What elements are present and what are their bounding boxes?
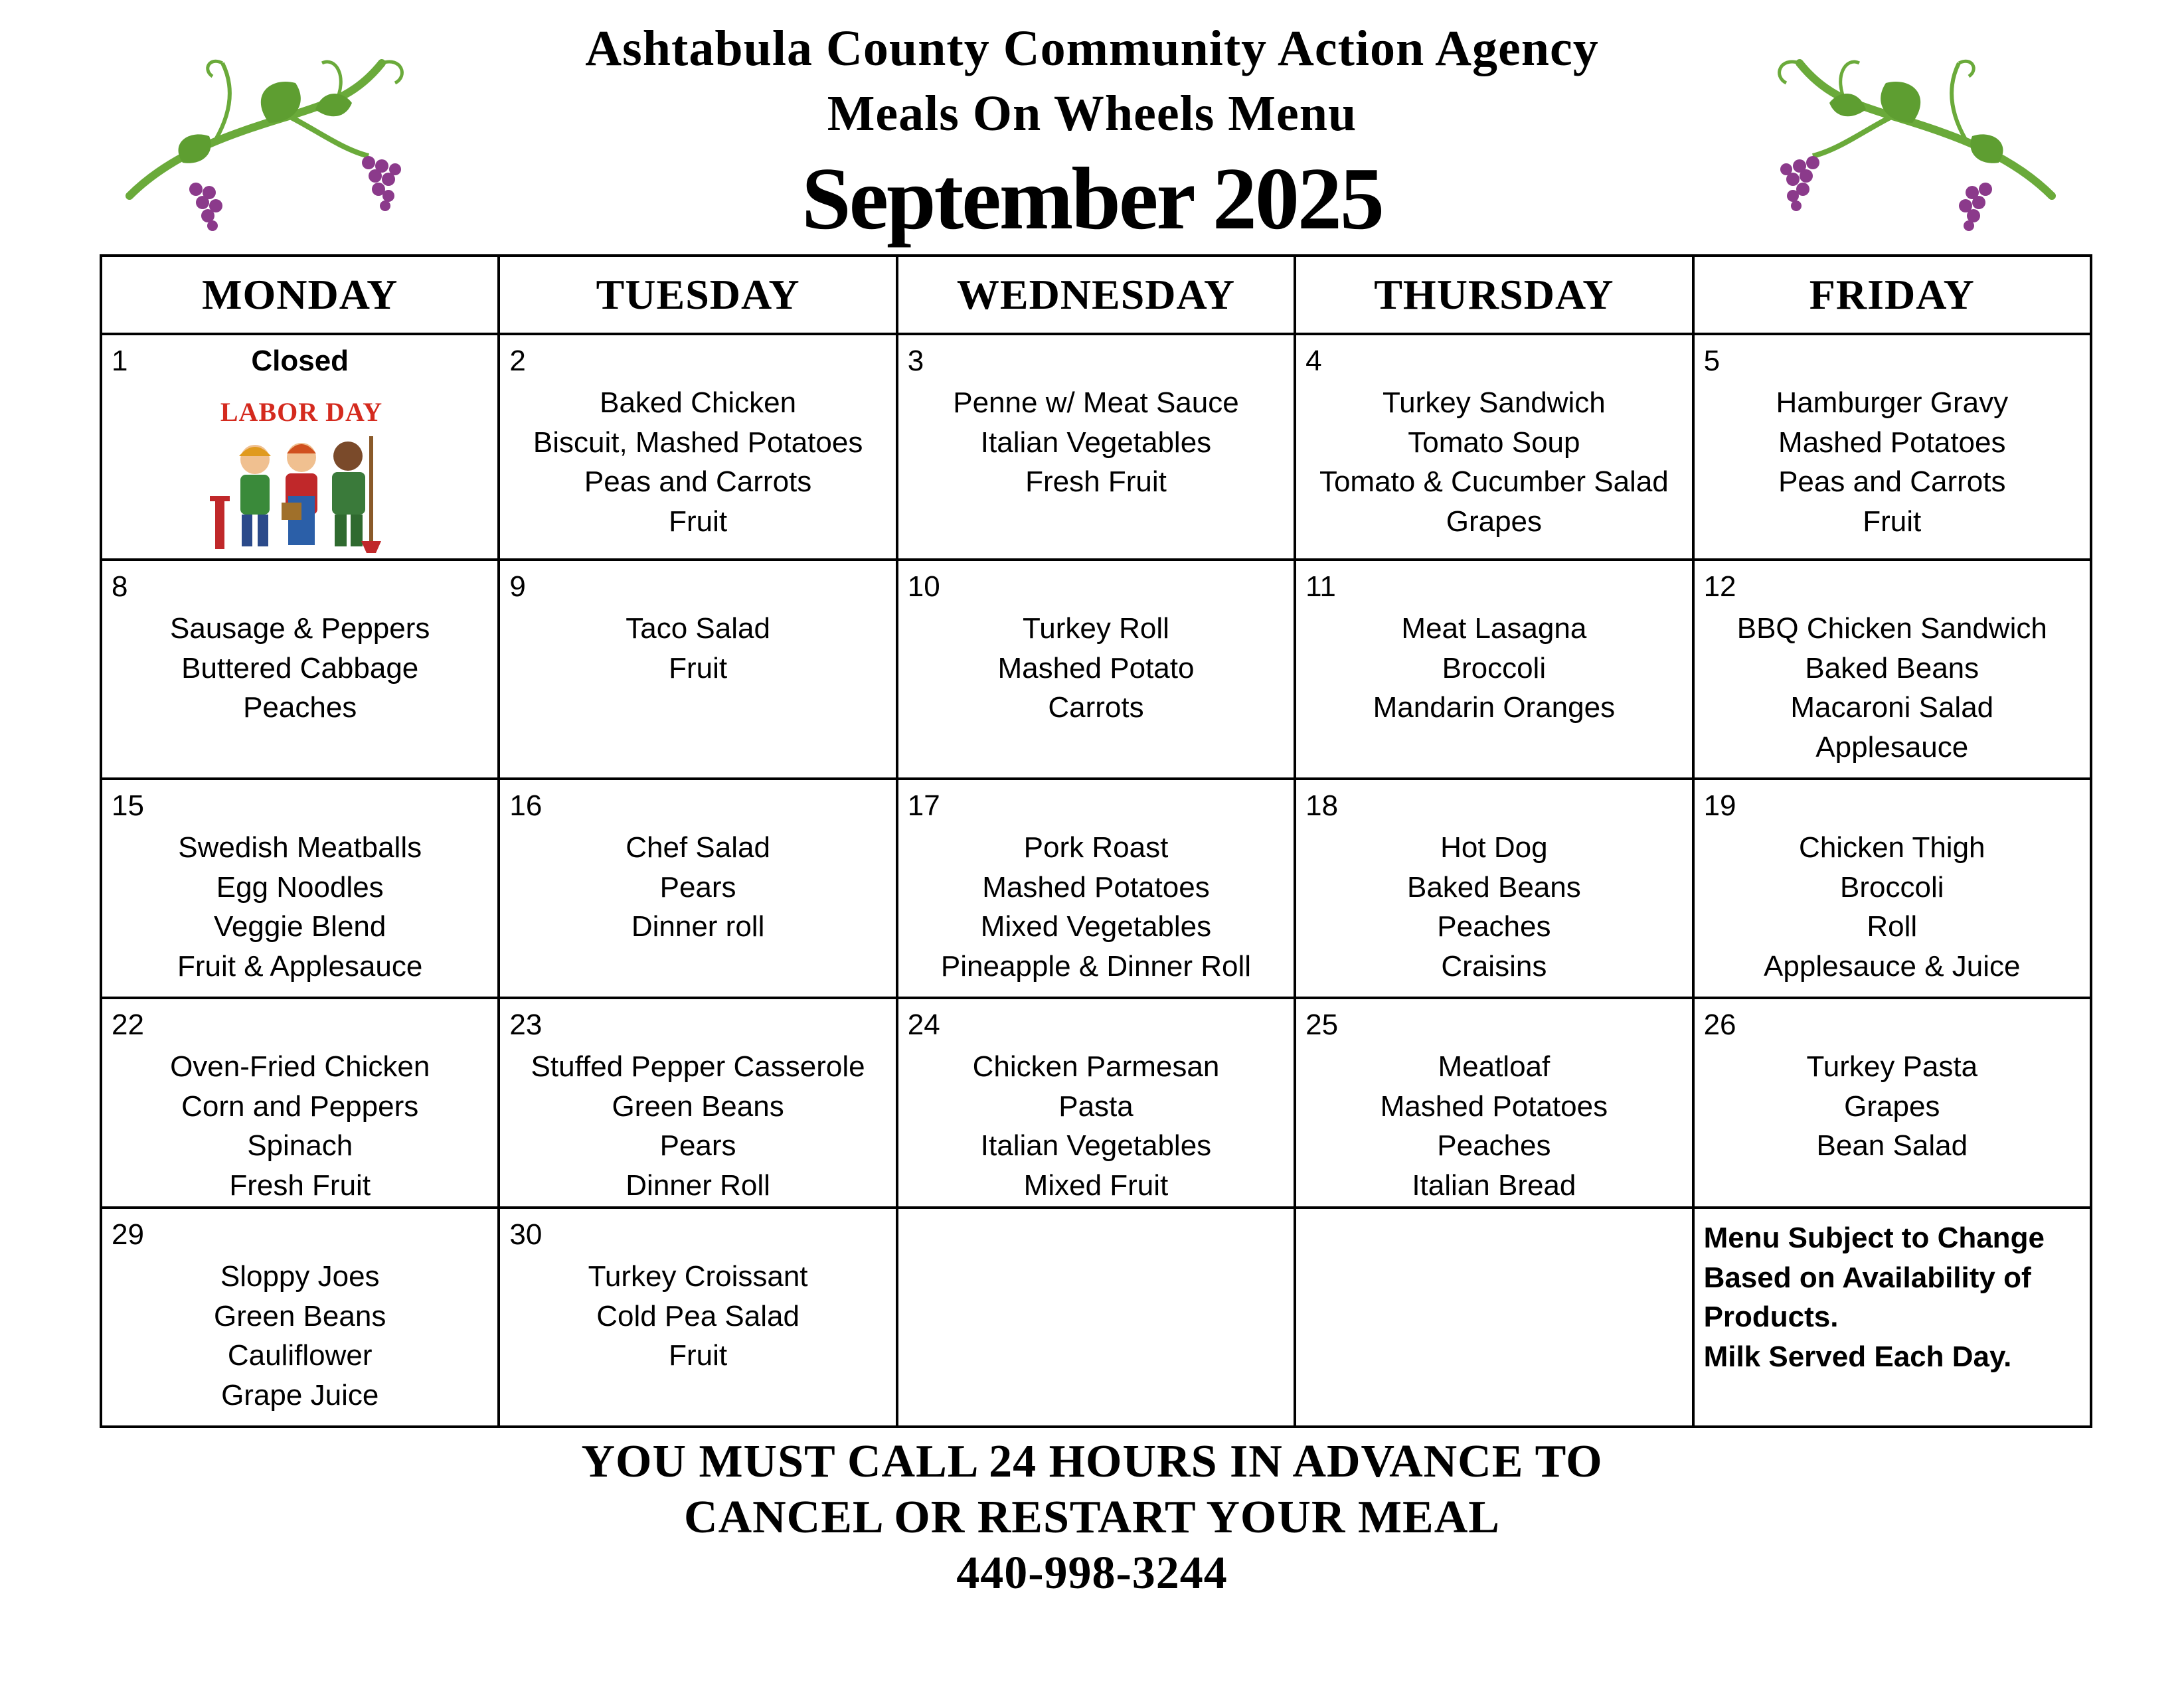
menu-item: Roll <box>1867 910 1918 943</box>
menu-items <box>102 780 497 986</box>
day-number: 22 <box>112 1008 144 1041</box>
day-cell <box>1295 998 1693 1208</box>
menu-item: Fruit <box>669 651 728 685</box>
empty-day-cell <box>1295 1208 1693 1427</box>
menu-items <box>102 561 497 728</box>
footer-notice-line1: YOU MUST CALL 24 HOURS IN ADVANCE TO <box>581 1436 1603 1487</box>
menu-item: Corn and Peppers <box>181 1089 419 1123</box>
menu-item: Biscuit, Mashed Potatoes <box>533 426 863 459</box>
footer-phone: 440-998-3244 <box>956 1548 1228 1599</box>
menu-item: Green Beans <box>612 1089 784 1123</box>
menu-item: Turkey Croissant <box>588 1260 808 1293</box>
menu-item: Turkey Pasta <box>1806 1050 1978 1083</box>
weekday-monday: MONDAY <box>101 256 499 334</box>
day-number: 9 <box>509 570 526 603</box>
labor-day-title: LABOR DAY <box>220 397 383 427</box>
day-number: 26 <box>1703 1008 1736 1041</box>
menu-item: Chicken Thigh <box>1799 831 1985 864</box>
menu-item: Peaches <box>1437 1129 1551 1162</box>
menu-item: Pork Roast <box>1023 831 1169 864</box>
empty-day-cell <box>897 1208 1295 1427</box>
menu-item: Mashed Potatoes <box>1778 426 2006 459</box>
menu-item: Broccoli <box>1442 651 1547 685</box>
menu-item: Pineapple & Dinner Roll <box>940 949 1252 983</box>
menu-items <box>898 999 1294 1205</box>
weekday-wednesday: WEDNESDAY <box>897 256 1295 334</box>
menu-item: Pears <box>659 870 736 904</box>
menu-item: Bean Salad <box>1816 1129 1968 1162</box>
menu-item: Tomato & Cucumber Salad <box>1319 465 1669 498</box>
day-cell <box>1693 779 2091 998</box>
day-cell <box>1693 560 2091 779</box>
page-header <box>0 0 2184 252</box>
menu-items <box>500 999 895 1205</box>
menu-items <box>898 780 1294 986</box>
menu-item: Green Beans <box>214 1299 386 1332</box>
menu-item: Peas and Carrots <box>1778 465 2006 498</box>
day-number: 25 <box>1305 1008 1339 1041</box>
menu-item: Dinner roll <box>631 910 765 943</box>
note-line: Menu Subject to Change <box>1703 1222 2045 1254</box>
day-number: 18 <box>1305 789 1339 822</box>
workers-icon <box>202 396 401 556</box>
menu-item: Broccoli <box>1840 870 1944 904</box>
day-number: 29 <box>112 1218 144 1251</box>
menu-item: Meat Lasagna <box>1401 612 1587 645</box>
day-cell <box>1295 779 1693 998</box>
menu-item: Cauliflower <box>227 1339 373 1372</box>
day-cell <box>101 334 499 560</box>
menu-item: Italian Bread <box>1412 1169 1576 1202</box>
day-number: 3 <box>907 345 924 377</box>
menu-item: Oven-Fried Chicken <box>170 1050 430 1083</box>
note-line: Based on Availability of <box>1703 1261 2031 1294</box>
menu-item: Peas and Carrots <box>584 465 812 498</box>
organization-name: Ashtabula County Community Action Agency <box>585 21 1599 76</box>
day-number: 16 <box>509 789 543 822</box>
day-cell <box>897 560 1295 779</box>
menu-item: Italian Vegetables <box>980 426 1212 459</box>
menu-items <box>500 561 895 688</box>
closed-label: Closed <box>251 345 349 377</box>
menu-item: Fruit <box>1863 505 1922 538</box>
menu-item: Carrots <box>1048 691 1144 724</box>
day-number: 8 <box>112 570 128 603</box>
menu-item: Sloppy Joes <box>220 1260 380 1293</box>
menu-item: Turkey Sandwich <box>1382 386 1606 419</box>
day-cell <box>1295 560 1693 779</box>
menu-item: Chef Salad <box>626 831 770 864</box>
menu-item: Applesauce & Juice <box>1764 949 2021 983</box>
menu-item: Spinach <box>247 1129 353 1162</box>
day-number: 23 <box>509 1008 543 1041</box>
menu-items <box>102 1209 497 1415</box>
menu-item: Grapes <box>1844 1089 1940 1123</box>
week-row <box>101 998 2091 1208</box>
menu-item: Fruit <box>669 505 728 538</box>
day-number: 2 <box>509 345 526 377</box>
menu-item: Chicken Parmesan <box>972 1050 1220 1083</box>
menu-item: Mandarin Oranges <box>1373 691 1616 724</box>
menu-item: Egg Noodles <box>216 870 384 904</box>
menu-item: Hamburger Gravy <box>1776 386 2009 419</box>
day-number: 5 <box>1703 345 1721 377</box>
day-number: 1 <box>112 345 128 377</box>
menu-item: Baked Beans <box>1406 870 1581 904</box>
week-row <box>101 1208 2091 1427</box>
menu-item: Mashed Potato <box>997 651 1195 685</box>
menu-item: Turkey Roll <box>1023 612 1169 645</box>
month-title: September 2025 <box>801 149 1383 248</box>
menu-item: Macaroni Salad <box>1790 691 1994 724</box>
menu-items <box>1296 999 1691 1205</box>
day-cell <box>499 779 896 998</box>
menu-item: Peaches <box>1437 910 1551 943</box>
menu-items <box>1695 999 2090 1166</box>
menu-item: Mixed Fruit <box>1023 1169 1169 1202</box>
menu-note <box>1695 1209 2090 1376</box>
day-cell <box>101 560 499 779</box>
menu-items <box>1296 780 1691 986</box>
menu-items <box>1695 335 2090 541</box>
day-number: 24 <box>907 1008 940 1041</box>
menu-items <box>898 561 1294 728</box>
day-number: 19 <box>1703 789 1736 822</box>
menu-item: Grapes <box>1446 505 1543 538</box>
day-cell <box>499 1208 896 1427</box>
menu-item: Italian Vegetables <box>980 1129 1212 1162</box>
menu-item: Mixed Vegetables <box>980 910 1212 943</box>
menu-item: Mashed Potatoes <box>982 870 1210 904</box>
menu-item: Taco Salad <box>626 612 770 645</box>
menu-items <box>1296 335 1691 541</box>
day-cell <box>101 779 499 998</box>
menu-subtitle: Meals On Wheels Menu <box>827 86 1357 141</box>
menu-item: Craisins <box>1441 949 1547 983</box>
day-cell <box>897 779 1295 998</box>
menu-item: Grape Juice <box>221 1378 379 1411</box>
menu-note-cell <box>1693 1208 2091 1427</box>
menu-item: Cold Pea Salad <box>596 1299 799 1332</box>
day-number: 30 <box>509 1218 543 1251</box>
menu-calendar <box>100 254 2092 1428</box>
menu-item: Pasta <box>1058 1089 1134 1123</box>
day-number: 10 <box>907 570 940 603</box>
menu-item: Veggie Blend <box>214 910 386 943</box>
menu-items <box>500 780 895 947</box>
menu-item: Fresh Fruit <box>229 1169 371 1202</box>
menu-item: Fruit <box>669 1339 728 1372</box>
day-number: 4 <box>1305 345 1322 377</box>
menu-items <box>102 999 497 1205</box>
day-number: 17 <box>907 789 940 822</box>
day-number: 12 <box>1703 570 1736 603</box>
menu-item: Hot Dog <box>1440 831 1548 864</box>
note-line: Products. <box>1703 1301 1839 1333</box>
menu-items <box>1695 561 2090 767</box>
day-cell <box>1295 334 1693 560</box>
week-row <box>101 779 2091 998</box>
day-cell <box>499 560 896 779</box>
weekday-header-row <box>101 256 2091 334</box>
menu-item: Fruit & Applesauce <box>177 949 423 983</box>
menu-item: Sausage & Peppers <box>170 612 430 645</box>
menu-item: Baked Beans <box>1805 651 1979 685</box>
menu-item: Penne w/ Meat Sauce <box>953 386 1239 419</box>
footer-notice-line2: CANCEL OR RESTART YOUR MEAL <box>684 1492 1500 1543</box>
labor-day-illustration <box>202 396 401 556</box>
week-row <box>101 560 2091 779</box>
menu-item: Fresh Fruit <box>1025 465 1167 498</box>
weekday-tuesday: TUESDAY <box>499 256 896 334</box>
menu-item: Dinner Roll <box>626 1169 770 1202</box>
menu-item: Pears <box>659 1129 736 1162</box>
menu-item: Tomato Soup <box>1408 426 1580 459</box>
menu-items <box>1695 780 2090 986</box>
menu-item: Meatloaf <box>1438 1050 1551 1083</box>
weekday-thursday: THURSDAY <box>1295 256 1693 334</box>
day-cell <box>499 998 896 1208</box>
menu-item: Mashed Potatoes <box>1380 1089 1608 1123</box>
note-line: Milk Served Each Day. <box>1703 1340 2012 1373</box>
day-cell <box>897 998 1295 1208</box>
menu-items <box>1296 561 1691 728</box>
day-cell <box>897 334 1295 560</box>
day-cell <box>101 998 499 1208</box>
menu-items <box>500 1209 895 1376</box>
day-number: 11 <box>1305 570 1336 603</box>
day-cell <box>101 1208 499 1427</box>
weekday-friday: FRIDAY <box>1693 256 2091 334</box>
menu-item: Stuffed Pepper Casserole <box>531 1050 865 1083</box>
menu-item: Applesauce <box>1815 730 1969 764</box>
menu-items <box>500 335 895 541</box>
day-cell <box>1693 998 2091 1208</box>
menu-item: Baked Chicken <box>600 386 797 419</box>
menu-item: Buttered Cabbage <box>181 651 419 685</box>
day-number: 15 <box>112 789 144 822</box>
week-row <box>101 334 2091 560</box>
day-cell <box>1693 334 2091 560</box>
menu-item: Peaches <box>243 691 357 724</box>
menu-item: BBQ Chicken Sandwich <box>1736 612 2047 645</box>
menu-items <box>898 335 1294 502</box>
day-cell <box>499 334 896 560</box>
menu-item: Swedish Meatballs <box>178 831 422 864</box>
